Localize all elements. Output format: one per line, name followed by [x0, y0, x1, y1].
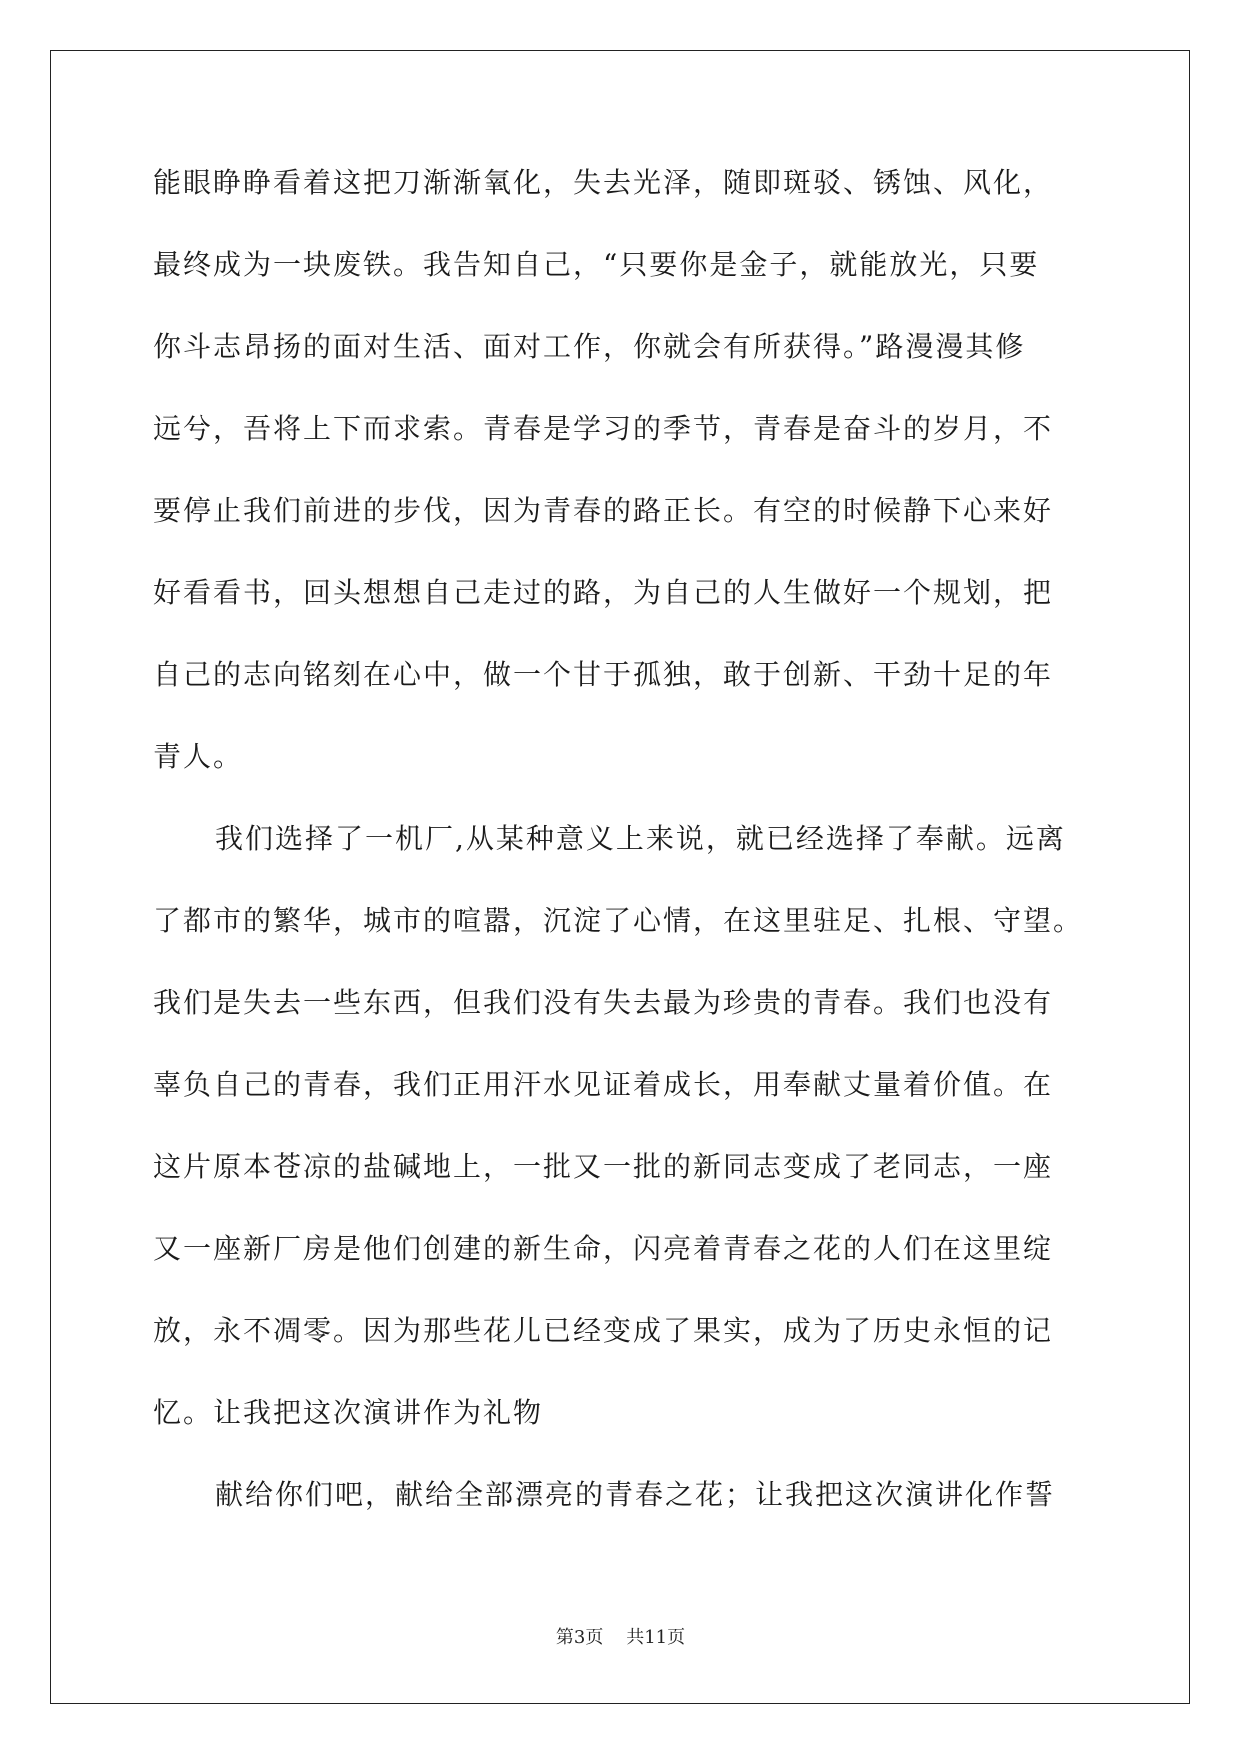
paragraph-start-line: 献给你们吧，献给全部漂亮的青春之花；让我把这次演讲化作誓 [215, 1478, 1056, 1511]
page-footer [0, 1626, 1241, 1650]
text-line: 你斗志昂扬的面对生活、面对工作，你就会有所获得。”路漫漫其修 [153, 330, 1026, 363]
text-line: 要停止我们前进的步伐，因为青春的路正长。有空的时候静下心来好 [153, 494, 1054, 527]
text-line: 好看看书，回头想想自己走过的路，为自己的人生做好一个规划，把 [153, 576, 1054, 609]
text-line: 放，永不凋零。因为那些花儿已经变成了果实，成为了历史永恒的记 [153, 1314, 1054, 1347]
text-line: 我们是失去一些东西，但我们没有失去最为珍贵的青春。我们也没有 [153, 986, 1054, 1019]
text-line: 辜负自己的青春，我们正用汗水见证着成长，用奉献丈量着价值。在 [153, 1068, 1054, 1101]
text-line: 又一座新厂房是他们创建的新生命，闪亮着青春之花的人们在这里绽 [153, 1232, 1054, 1265]
text-line: 青人。 [153, 740, 244, 773]
text-line: 自己的志向铭刻在心中，做一个甘于孤独，敢于创新、干劲十足的年 [153, 658, 1054, 691]
text-line: 远兮，吾将上下而求索。青春是学习的季节，青春是奋斗的岁月，不 [153, 412, 1054, 445]
page-total: 共11页 [626, 1627, 686, 1648]
text-line: 最终成为一块废铁。我告知自己，“只要你是金子，就能放光，只要 [153, 248, 1040, 281]
text-line: 能眼睁睁看着这把刀渐渐氧化，失去光泽，随即斑驳、锈蚀、风化， [153, 166, 1054, 199]
page-number: 第3页 [555, 1627, 604, 1648]
paragraph-start-line: 我们选择了一机厂,从某种意义上来说，就已经选择了奉献。远离 [215, 822, 1066, 855]
body-text [153, 156, 1093, 1550]
text-line: 忆。让我把这次演讲作为礼物 [153, 1396, 544, 1429]
text-line: 了都市的繁华，城市的喧嚣，沉淀了心情，在这里驻足、扎根、守望。 [153, 904, 1084, 937]
text-line: 这片原本苍凉的盐碱地上，一批又一批的新同志变成了老同志，一座 [153, 1150, 1054, 1183]
